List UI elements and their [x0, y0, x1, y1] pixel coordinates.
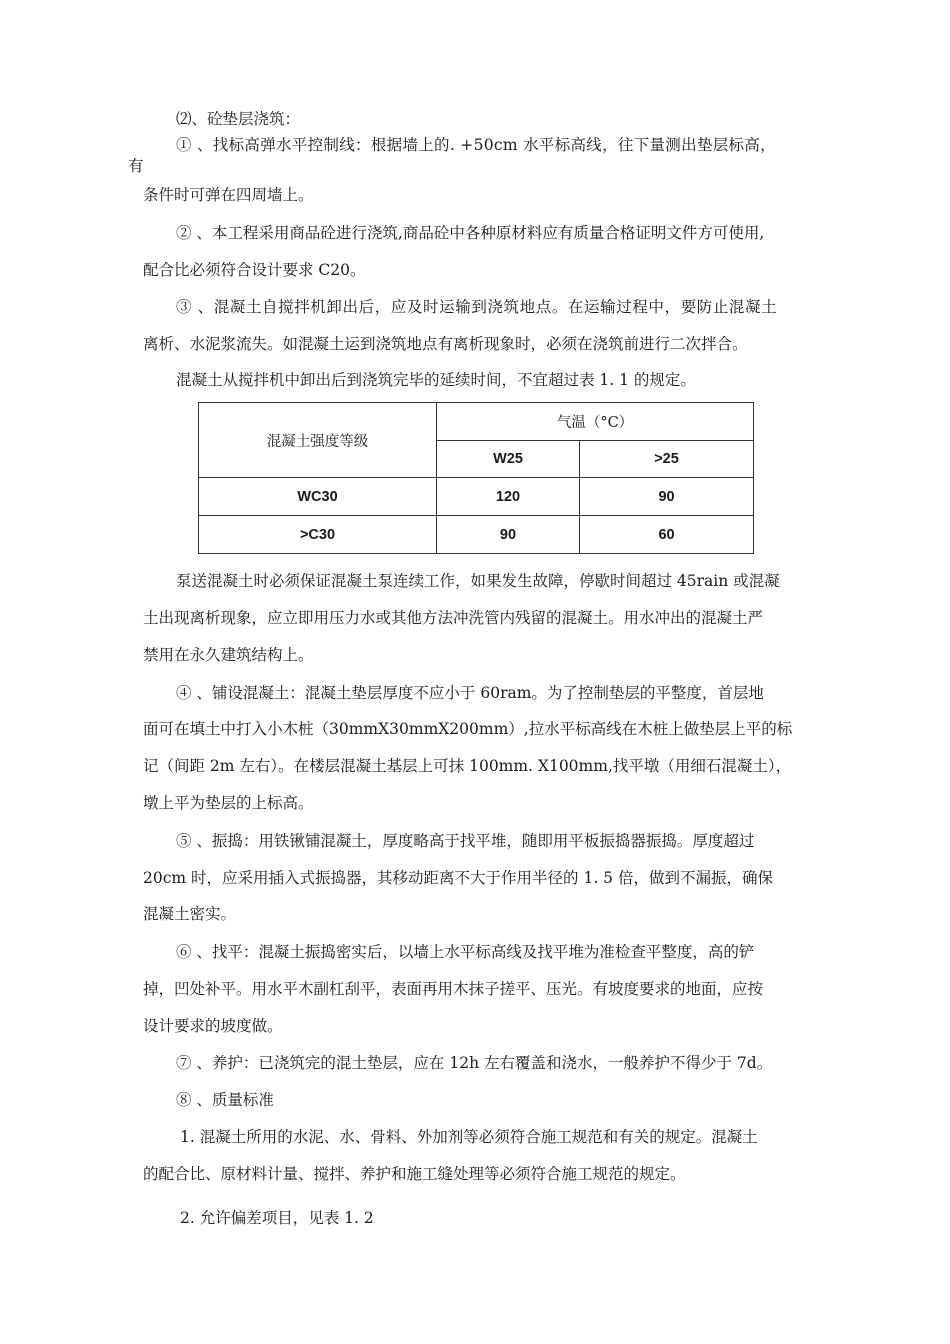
table-cell-le25: 90 [437, 516, 580, 554]
paragraph-line: 设计要求的坡度做。 [143, 1017, 283, 1035]
table-cell-grade: >C30 [199, 516, 437, 554]
pouring-time-table [198, 402, 754, 554]
paragraph-line: 配合比必须符合设计要求 C20。 [143, 261, 366, 279]
table-row [199, 516, 754, 554]
paragraph-line: 有 [128, 157, 144, 175]
table-header-temp: 气温（°C） [437, 403, 754, 441]
paragraph-line: 离析、水泥浆流失。如混凝土运到浇筑地点有离析现象时，必须在浇筑前进行二次拌合。 [143, 335, 748, 353]
paragraph-line: 2. 允许偏差项目，见表 1. 2 [180, 1209, 374, 1227]
table-subheader-gt25: >25 [580, 441, 754, 478]
paragraph-line: ② 、本工程采用商品砼进行浇筑,商品砼中各种原材料应有质量合格证明文件方可使用, [176, 224, 765, 242]
paragraph-line: ⑦ 、养护：已浇筑完的混土垫层，应在 12h 左右覆盖和浇水，一般养护不得少于 7d。 [176, 1054, 773, 1072]
paragraph-line: 条件时可弹在四周墙上。 [143, 186, 314, 204]
section-heading: ⑵、砼垫层浇筑： [176, 110, 301, 128]
table-cell-gt25: 90 [580, 478, 754, 516]
paragraph-line: 泵送混凝土时必须保证混凝土泵连续工作，如果发生故障，停歇时间超过 45rain 或混凝 [176, 572, 780, 590]
paragraph-line: 面可在填土中打入小木桩（30mmX30mmX200mm）,拉水平标高线在木桩上做垫层上平的标 [143, 720, 793, 738]
paragraph-line: 禁用在永久建筑结构上。 [143, 646, 314, 664]
paragraph-line: ⑧ 、质量标准 [176, 1091, 274, 1109]
paragraph-line: 掉，凹处补平。用水平木副杠刮平，表面再用木抹子搓平、压光。有坡度要求的地面，应按 [143, 980, 764, 998]
table-cell-le25: 120 [437, 478, 580, 516]
paragraph-line: 混凝土密实。 [143, 905, 237, 923]
paragraph-line: 土出现离析现象，应立即用压力水或其他方法冲洗管内残留的混凝土。用水冲出的混凝土严 [143, 609, 764, 627]
paragraph-line: ⑤ 、振捣：用铁锹铺混凝土，厚度略高于找平堆，随即用平板振捣器振捣。厚度超过 [176, 832, 755, 850]
paragraph-line: 墩上平为垫层的上标高。 [143, 794, 314, 812]
paragraph-line: 的配合比、原材料计量、搅拌、养护和施工缝处理等必须符合施工规范的规定。 [143, 1165, 686, 1183]
paragraph-line: ① 、找标高弹水平控制线：根据墙上的. +50cm 水平标高线，往下量测出垫层标高， [176, 136, 776, 154]
paragraph-line: 1. 混凝土所用的水泥、水、骨料、外加剂等必须符合施工规范和有关的规定。混凝土 [180, 1128, 758, 1146]
table-row [199, 478, 754, 516]
paragraph-line: ③ 、混凝土自搅拌机卸出后，应及时运输到浇筑地点。在运输过程中，要防止混凝土 [176, 298, 778, 316]
paragraph-line: 记（间距 2m 左右）。在楼层混凝土基层上可抹 100mm. X100mm,找平墩（用细石混凝土）， [143, 757, 792, 775]
paragraph-line: ⑥ 、找平：混凝土振捣密实后，以墙上水平标高线及找平堆为准检查平整度，高的铲 [176, 943, 755, 961]
table-header-grade: 混凝土强度等级 [199, 403, 437, 478]
table-cell-gt25: 60 [580, 516, 754, 554]
table-cell-grade: WC30 [199, 478, 437, 516]
paragraph-line: 20cm 时，应采用插入式振捣器，其移动距离不大于作用半径的 1. 5 倍，做到不漏振，确保 [143, 869, 773, 887]
table-subheader-le25: W25 [437, 441, 580, 478]
paragraph-line: ④ 、铺设混凝土：混凝土垫层厚度不应小于 60ram。为了控制垫层的平整度，首层地 [176, 684, 764, 702]
paragraph-line: 混凝土从搅拌机中卸出后到浇筑完毕的延续时间，不宜超过表 1. 1 的规定。 [176, 371, 696, 389]
